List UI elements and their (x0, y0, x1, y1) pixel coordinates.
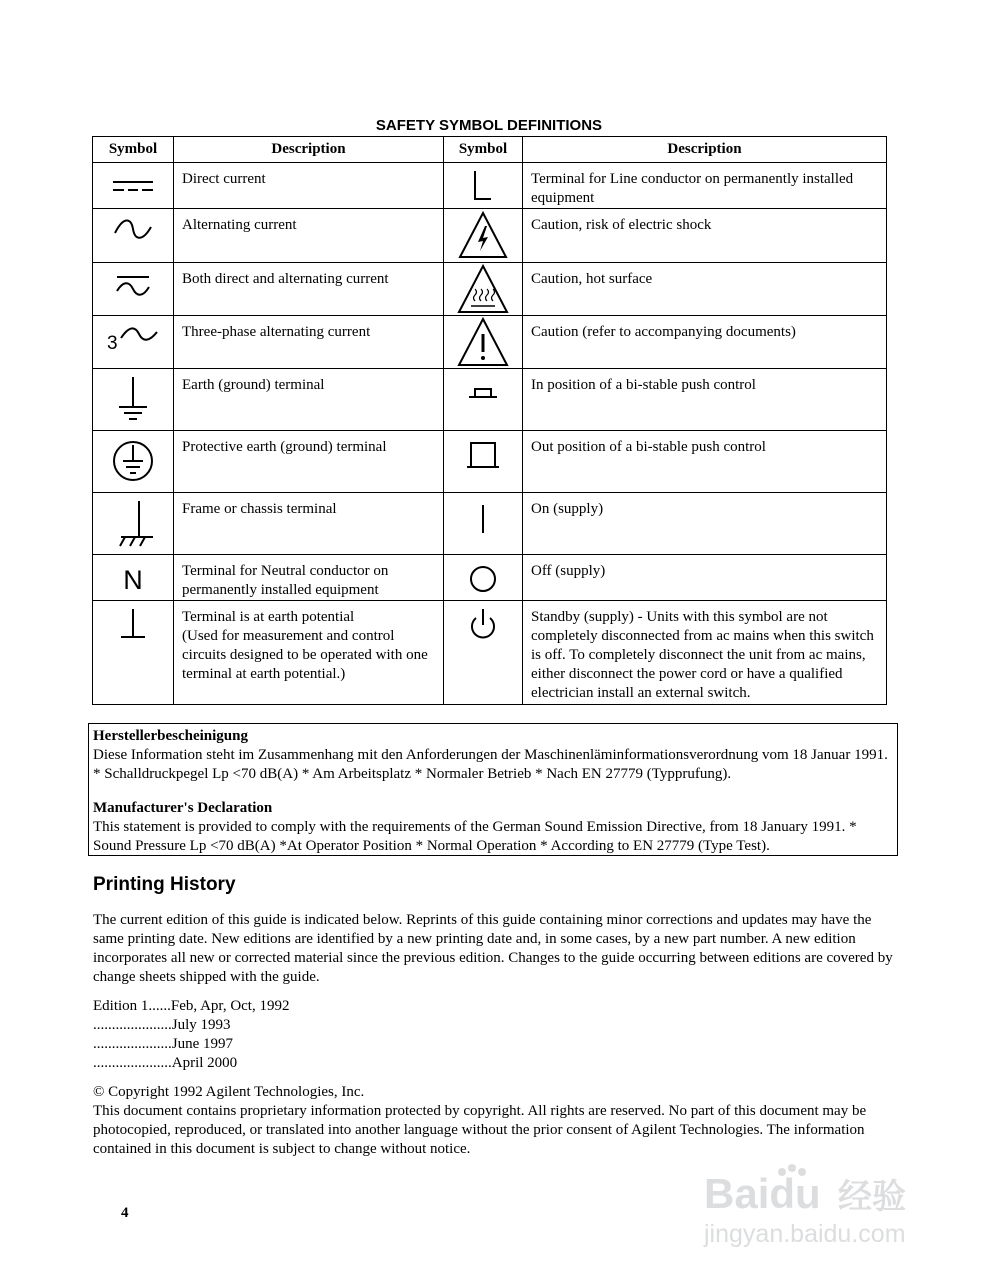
edition-item: .....................June 1997 (93, 1036, 233, 1052)
symbol-description: Alternating current (174, 209, 444, 263)
electric-shock-warning-icon (444, 209, 523, 263)
watermark-url: jingyan.baidu.com (704, 1220, 906, 1248)
symbol-description: Terminal is at earth potential (Used for measurement and control circuits designed to be operated with one terminal at earth potential.) (174, 601, 444, 705)
standby-icon (444, 601, 523, 705)
neutral-conductor-icon (93, 555, 174, 601)
copyright-notice: This document contains proprietary information protected by copyright. All rights are reserved. No part of this document may be photocopied, reproduced, or translated into another language without the prior consent of Agilent Technologies. The information contained in this document is subject to change without notice. (93, 1103, 867, 1157)
edition-item: .....................July 1993 (93, 1017, 231, 1033)
table-row (93, 163, 887, 209)
symbol-description: Frame or chassis terminal (174, 493, 444, 555)
page-number: 4 (121, 1205, 129, 1221)
header-description: Description (174, 137, 444, 163)
german-declaration-heading: Herstellerbescheinigung (93, 728, 248, 744)
table-row (93, 493, 887, 555)
symbol-description: Terminal for Neutral conductor on permanently installed equipment (174, 555, 444, 601)
push-in-position-icon (444, 369, 523, 431)
symbol-description: Protective earth (ground) terminal (174, 431, 444, 493)
english-declaration-heading: Manufacturer's Declaration (93, 800, 273, 816)
header-description: Description (523, 137, 887, 163)
symbol-description: Both direct and alternating current (174, 263, 444, 316)
header-symbol: Symbol (93, 137, 174, 163)
symbol-description: Caution, risk of electric shock (523, 209, 887, 263)
symbol-description: Direct current (174, 163, 444, 209)
table-row (93, 369, 887, 431)
symbol-description: Caution, hot surface (523, 263, 887, 316)
german-declaration-text: Diese Information steht im Zusammenhang mit den Anforderungen der Maschinenläminformationsverordnung vom 18 Januar 1991. * Schalldruckpegel Lp <70 dB(A) * Am Arbeitsplatz * Normaler Betrieb * Nach EN 27779 (Typprufung). (93, 747, 888, 782)
table-row (93, 209, 887, 263)
power-on-icon (444, 493, 523, 555)
symbol-description: In position of a bi-stable push control (523, 369, 887, 431)
symbol-description: Terminal for Line conductor on permanently installed equipment (523, 163, 887, 209)
copyright-block (93, 1083, 893, 1159)
earth-ground-icon (93, 369, 174, 431)
caution-exclamation-icon (444, 316, 523, 369)
protective-earth-icon (93, 431, 174, 493)
symbol-description: Caution (refer to accompanying documents) (523, 316, 887, 369)
safety-symbol-table (92, 136, 887, 705)
english-declaration-text: This statement is provided to comply with the requirements of the German Sound Emission Directive, from 18 January 1991. * Sound Pressure Lp <70 dB(A) *At Operator Position * Normal Operation * According to EN 27779 (Type Test). (93, 819, 857, 854)
symbol-description: Three-phase alternating current (174, 316, 444, 369)
table-title: SAFETY SYMBOL DEFINITIONS (375, 117, 603, 134)
three-phase-icon (93, 316, 174, 369)
line-conductor-icon (444, 163, 523, 209)
earth-potential-icon (93, 601, 174, 705)
table-row (93, 316, 887, 369)
symbol-description: Standby (supply) - Units with this symbol are not completely disconnected from ac mains when this switch is off. To completely disconnect the unit from ac mains, either disconnect the power cord or have a qualified electrician install an external switch. (523, 601, 887, 705)
symbol-description: Earth (ground) terminal (174, 369, 444, 431)
chassis-terminal-icon (93, 493, 174, 555)
symbol-description: Out position of a bi-stable push control (523, 431, 887, 493)
declaration-box (88, 723, 898, 856)
watermark-cn: 经验 (838, 1177, 906, 1217)
push-out-position-icon (444, 431, 523, 493)
table-row (93, 555, 887, 601)
watermark-brand: Baidu (704, 1170, 821, 1217)
direct-current-icon (93, 163, 174, 209)
three-phase-digit: 3 (107, 333, 118, 354)
baidu-watermark-logo (700, 1160, 940, 1250)
printing-history-intro: The current edition of this guide is indicated below. Reprints of this guide containing minor corrections and updates may have the same printing date. New editions are identified by a new printing date and, in some cases, by a new part number. A new edition incorporates all new or corrected material since the previous edition. Changes to the guide occurring between editions are covered by change sheets shipped with the guide. (93, 912, 893, 985)
symbol-description: On (supply) (523, 493, 887, 555)
copyright-line: © Copyright 1992 Agilent Technologies, Inc. (93, 1084, 365, 1100)
table-row (93, 263, 887, 316)
both-dc-ac-icon (93, 263, 174, 316)
edition-list (93, 997, 289, 1073)
edition-item: Edition 1......Feb, Apr, Oct, 1992 (93, 998, 290, 1014)
power-off-icon (444, 555, 523, 601)
alternating-current-icon (93, 209, 174, 263)
header-symbol: Symbol (444, 137, 523, 163)
table-header-row (93, 137, 887, 163)
table-row (93, 431, 887, 493)
neutral-letter: N (123, 565, 143, 595)
symbol-description: Off (supply) (523, 555, 887, 601)
edition-item: .....................April 2000 (93, 1055, 238, 1071)
table-row (93, 601, 887, 705)
printing-history-heading: Printing History (93, 874, 236, 895)
hot-surface-warning-icon (444, 263, 523, 316)
